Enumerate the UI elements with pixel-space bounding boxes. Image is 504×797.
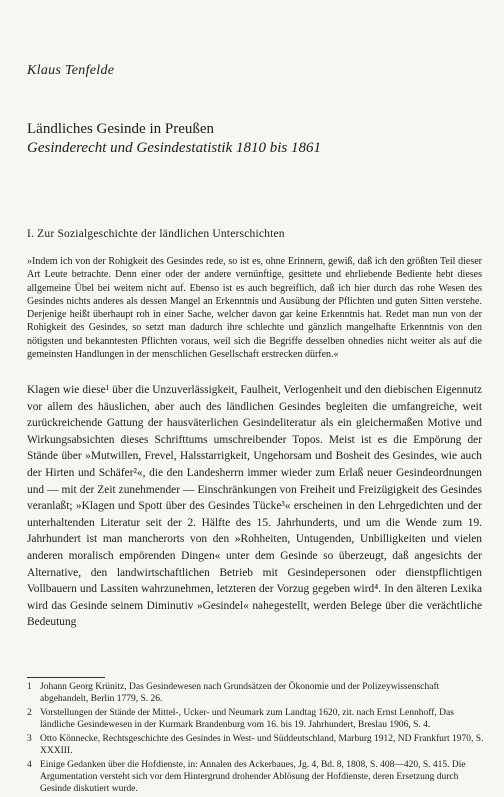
- footnote-number: 2: [27, 708, 32, 718]
- body-paragraph: Klagen wie diese¹ über die Unzuverlässigkeit, Faulheit, Verlogenheit und den diebischen Eigennutz vor allem des häuslichen, aber auch des ländlichen Gesindes begleiten die umfangreiche, weit zurückreichende Gattung der hausväterlichen Gesindeliteratur als ein gleichermaßen Motive und Wirkungsabsichten dieses Schrifttums umschreibender Topos. Meist ist es die Empörung der Stände über »Mutwillen, Frevel, Halsstarrigkeit, Ungehorsam und Bosheit des Gesindes, wie auch der Hirten und Schäfer²«, die den Landesherrn immer wieder zum Erlaß neuer Gesindeordnungen und — mit der Zeit zunehmender — Einschränkungen von Freiheit und Freizügigkeit des Gesindes veranlaßt; »Klagen und Spott über des Gesindes Tücke³« erscheinen in den Lehrgedichten und der unterhaltenden Literatur seit der 2. Hälfte des 15. Jahrhunderts, und um die Wende zum 19. Jahrhundert ist man mancherorts von den »Rohheiten, Untugenden, Unbilligkeiten und vielen anderen moralisch empörenden Dingen« unter dem Gesinde so überzeugt, daß angesichts der Alternative, den landwirtschaftlichen Betrieb mit Gesindepersonen oder dienstpflichtigen Vollbauern und Lassiten wahrzunehmen, letzteren der Vorzug gegeben wird⁴. In den älteren Lexika wird das Gesinde seinem Diminutiv »Gesindel« nahegestellt, werden Belege über die verächtliche Bedeutung: [27, 384, 482, 629]
- footnotes: [27, 681, 487, 797]
- footnote-text: Otto Könnecke, Rechtsgeschichte des Gesindes in West- und Süddeutschland, Marburg 1912, ND Frankfurt 1970, S. XXXIII.: [40, 734, 484, 756]
- footnote-number: 1: [27, 682, 32, 692]
- article-title: Ländliches Gesinde in Preußen: [27, 121, 215, 137]
- footnote-number: 3: [27, 734, 32, 744]
- footnote: [27, 759, 487, 795]
- section-heading: I. Zur Sozialgeschichte der ländlichen Unterschichten: [27, 228, 285, 240]
- block-quote: »Indem ich von der Rohigkeit des Gesindes rede, so ist es, ohne Erinnern, gewiß, daß ich den größten Teil dieser Art Leute betrachte. Denn einer oder der andere vernünftige, gesittete und ehrliebende Bediente hebt dieses allgemeine Übel bei weitem nicht auf. Ebenso ist es auch begreiflich, daß ich hier durch das rohe Wesen des Gesindes nichts anderes als dessen Mangel an Erkenntnis und Ausübung der Pflichten und guten Sitten verstehe. Derjenige heißt überhaupt roh in einer Sache, welcher davon gar keine Erkenntnis hat. Redet man nun von der Rohigkeit des Gesindes, so setzt man dadurch ihre schlechte und gänzlich mangelhafte Erkenntnis von den nötigsten und bekanntesten Pflichten voraus, weil sich die Begriffe desselben ohnedies nicht weiter als auf die gemeinsten Handlungen in der menschlichen Gesellschaft erstrecken dürfen.«: [27, 256, 482, 361]
- footnote: [27, 707, 487, 731]
- footnote: [27, 681, 487, 705]
- footnote-divider: [27, 677, 105, 678]
- author-name: Klaus Tenfelde: [27, 63, 115, 78]
- footnote-number: 4: [27, 760, 32, 770]
- footnote-text: Einige Gedanken über die Hofdienste, in: Annalen des Ackerbaues, Jg. 4, Bd. 8, 1808, S. 408—420, S. 415. Die Argumentation versteht sich vor dem Hintergrund drohender Ablösung der Hofdienste, deren Ersetzung durch Gesinde diskutiert wurde.: [40, 760, 466, 794]
- footnote-text: Johann Georg Krünitz, Das Gesindewesen nach Grundsätzen der Ökonomie und der Polizeywissenschaft abgehandelt, Berlin 1779, S. 26.: [40, 682, 440, 704]
- article-subtitle: Gesinderecht und Gesindestatistik 1810 bis 1861: [27, 140, 321, 156]
- footnote-text: Vorstellungen der Stände der Mittel-, Ucker- und Neumark zum Landtag 1620, zit. nach Ernst Lennhoff, Das ländliche Gesindewesen in der Kurmark Brandenburg vom 16. bis 19. Jahrhundert, Breslau 1906, S. 4.: [40, 708, 454, 730]
- footnote: [27, 733, 487, 757]
